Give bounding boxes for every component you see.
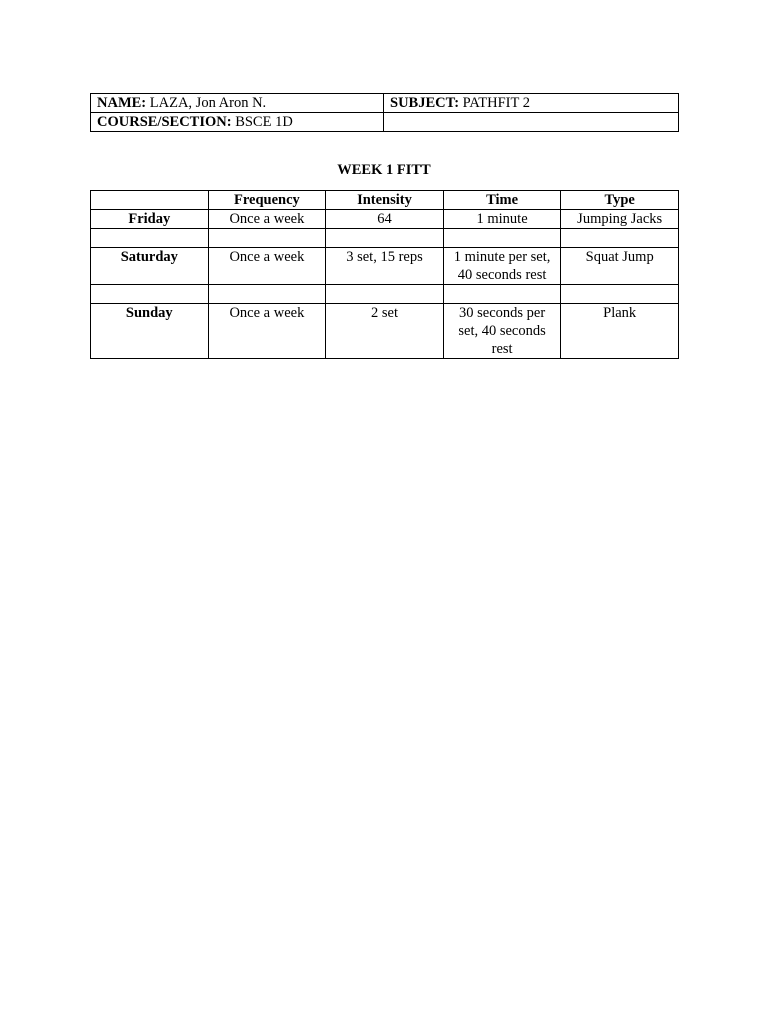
type-cell: Jumping Jacks: [561, 210, 679, 229]
column-header-type: Type: [561, 191, 679, 210]
intensity-cell: 64: [326, 210, 444, 229]
empty-cell: [326, 285, 444, 304]
student-info-table: [90, 93, 679, 132]
column-header-frequency: Frequency: [208, 191, 326, 210]
column-header-day: [91, 191, 209, 210]
type-cell: Squat Jump: [561, 248, 679, 285]
intensity-cell: 2 set: [326, 304, 444, 359]
info-row-course: [91, 113, 679, 132]
empty-cell: [443, 285, 561, 304]
time-cell: 1 minute per set, 40 seconds rest: [443, 248, 561, 285]
fitt-table: [90, 190, 679, 359]
fitt-header-row: [91, 191, 679, 210]
course-value: BSCE 1D: [231, 114, 293, 130]
table-row: [91, 210, 679, 229]
name-value: LAZA, Jon Aron N.: [146, 95, 267, 111]
empty-cell: [208, 229, 326, 248]
course-cell: [91, 113, 384, 132]
subject-cell: [384, 94, 679, 113]
table-row: [91, 248, 679, 285]
name-cell: [91, 94, 384, 113]
empty-cell: [208, 285, 326, 304]
subject-value: PATHFIT 2: [459, 95, 530, 111]
fitt-title: WEEK 1 FITT: [337, 162, 431, 178]
spacer-row: [91, 285, 679, 304]
column-header-intensity: Intensity: [326, 191, 444, 210]
time-cell: 1 minute: [443, 210, 561, 229]
info-row-name-subject: [91, 94, 679, 113]
frequency-cell: Once a week: [208, 304, 326, 359]
course-label: COURSE/SECTION:: [97, 114, 232, 130]
frequency-cell: Once a week: [208, 248, 326, 285]
empty-cell: [561, 229, 679, 248]
empty-cell: [561, 285, 679, 304]
empty-cell: [91, 229, 209, 248]
subject-label: SUBJECT:: [390, 95, 460, 111]
column-header-time: Time: [443, 191, 561, 210]
empty-cell: [91, 285, 209, 304]
spacer-row: [91, 229, 679, 248]
type-cell: Plank: [561, 304, 679, 359]
time-cell: 30 seconds per set, 40 seconds rest: [443, 304, 561, 359]
day-cell: Sunday: [91, 304, 209, 359]
table-row: [91, 304, 679, 359]
day-cell: Friday: [91, 210, 209, 229]
empty-cell: [443, 229, 561, 248]
intensity-cell: 3 set, 15 reps: [326, 248, 444, 285]
day-cell: Saturday: [91, 248, 209, 285]
name-label: NAME:: [97, 95, 147, 111]
empty-info-cell: [384, 113, 679, 132]
empty-cell: [326, 229, 444, 248]
frequency-cell: Once a week: [208, 210, 326, 229]
